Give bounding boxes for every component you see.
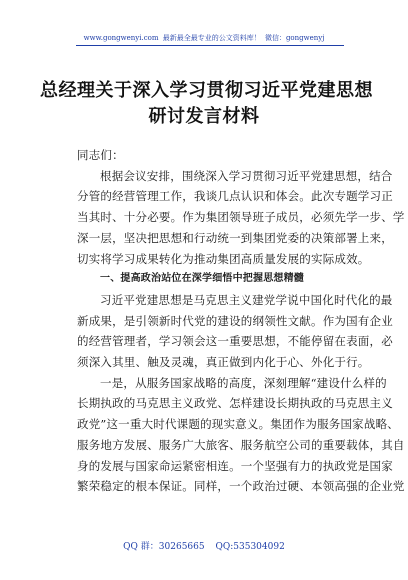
section-heading: 一、提高政治站位在深学细悟中把握思想精髓 bbox=[100, 273, 304, 285]
paragraph-line: 须深入其里、触及灵魂，真正做到内化于心、外化于行。 bbox=[77, 355, 370, 370]
paragraph-first-point bbox=[77, 373, 405, 497]
header-website-link[interactable]: www.gongwenyi.com bbox=[83, 34, 159, 42]
paragraph-intro bbox=[77, 166, 405, 270]
paragraph-line: 的经营管理者，学习领会这一重要思想，不能停留在表面，必 bbox=[77, 334, 393, 349]
paragraph-line: 当其时、十分必要。作为集团领导班子成员，必须先学一步、学 bbox=[77, 210, 405, 225]
paragraph-line: 服务地方发展、服务广大旅客、服务航空公司的重要载体，其自 bbox=[77, 437, 405, 452]
paragraph-line: 分管的经营管理工作，我谈几点认识和体会。此次专题学习正 bbox=[77, 189, 393, 204]
header-wechat: 微信：gongwenyj bbox=[264, 34, 325, 42]
paragraph-thought bbox=[77, 290, 393, 373]
paragraph-line: 深一层，坚决把思想和行动统一到集团党委的决策部署上来， bbox=[77, 230, 393, 245]
page-footer bbox=[0, 539, 408, 552]
footer-qq-group: QQ 群：30265665 bbox=[123, 542, 205, 552]
document-title bbox=[40, 78, 373, 130]
paragraph-line: 政党”这一重大时代课题的现实意义。集团作为服务国家战略、 bbox=[77, 417, 399, 432]
title-line-1: 总经理关于深入学习贯彻习近平党建思想 bbox=[40, 80, 373, 101]
page-header bbox=[0, 33, 408, 43]
paragraph-line: 根据会议安排，围绕深入学习贯彻习近平党建思想，结合 bbox=[100, 168, 393, 183]
paragraph-line: 繁荣稳定的根本保证。同样，一个政治过硬、本领高强的企业党 bbox=[77, 479, 405, 494]
footer-qq: QQ:535304092 bbox=[215, 542, 285, 552]
header-tagline: 最新最全最专业的公文资料库！ bbox=[162, 34, 261, 42]
paragraph-line: 切实将学习成果转化为推动集团高质量发展的实际成效。 bbox=[77, 251, 370, 266]
document-body bbox=[77, 145, 405, 497]
salutation: 同志们： bbox=[77, 148, 124, 162]
paragraph-line: 习近平党建思想是马克思主义建党学说中国化时代化的最 bbox=[100, 292, 393, 307]
title-line-2: 研讨发言材料 bbox=[148, 106, 260, 127]
paragraph-line: 身的发展与国家命运紧密相连。一个坚强有力的执政党是国家 bbox=[77, 458, 393, 473]
header-divider bbox=[76, 45, 344, 46]
paragraph-line: 新成果，是引领新时代党的建设的纲领性文献。作为国有企业 bbox=[77, 313, 393, 328]
paragraph-line: 长期执政的马克思主义政党、怎样建设长期执政的马克思主义 bbox=[77, 396, 393, 411]
paragraph-line: 一是，从服务国家战略的高度，深刻理解“建设什么样的 bbox=[100, 375, 387, 390]
